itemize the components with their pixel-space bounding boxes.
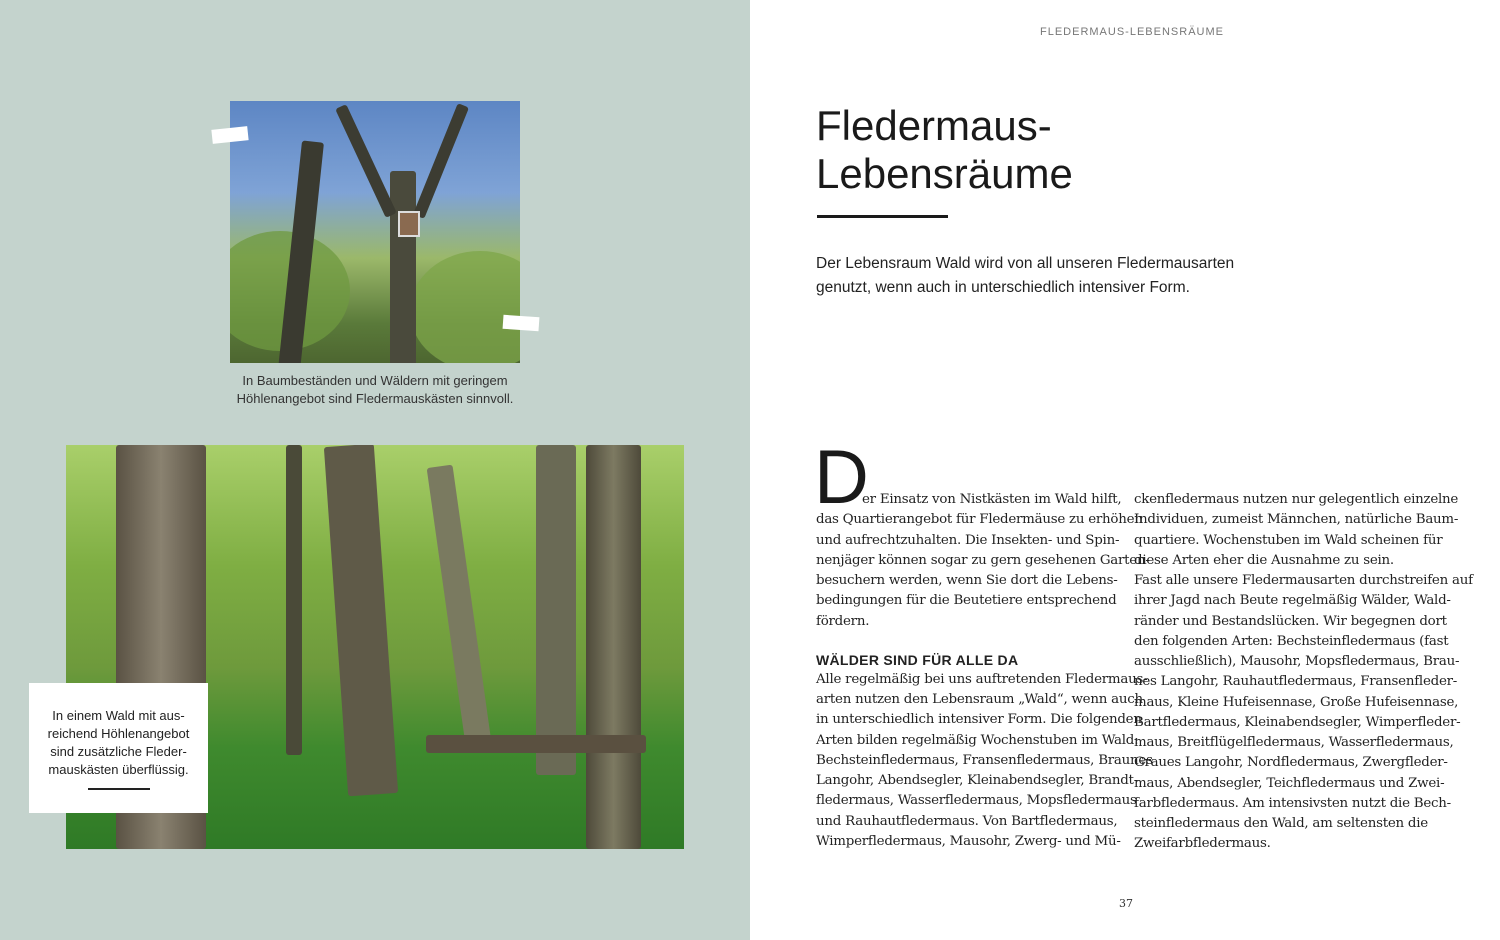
subheading: WÄLDER SIND FÜR ALLE DA	[816, 651, 1019, 668]
text-line: diese Arten eher die Ausnahme zu sein.	[1134, 552, 1394, 568]
caption-line: Höhlenangebot sind Fledermauskästen sinnvoll.	[236, 391, 514, 406]
text-line: quartiere. Wochenstuben im Wald scheinen für	[1134, 532, 1443, 548]
title-line: Fledermaus-	[816, 102, 1052, 149]
text-line: fledermaus, Wasserfledermaus, Mopsfledermaus	[816, 793, 1137, 809]
photo-trees-with-bat-box	[230, 101, 520, 363]
text-line: Arten bilden regelmäßig Wochenstuben im Wald:	[816, 732, 1139, 748]
title-rule	[817, 215, 948, 218]
intro-line: genutzt, wenn auch in unterschiedlich intensiver Form.	[816, 279, 1190, 296]
top-photo-caption	[200, 372, 550, 408]
caption-line: In einem Wald mit aus-	[52, 708, 185, 723]
text-line: ränder und Bestandslücken. Wir begegnen dort	[1134, 613, 1447, 629]
text-line: in unterschiedlich intensiver Form. Die folgenden	[816, 712, 1142, 728]
text-line: Bartfledermaus, Kleinabendsegler, Wimperfleder-	[1134, 714, 1461, 730]
text-line: er Einsatz von Nistkästen im Wald hilft,	[862, 492, 1122, 507]
title-line: Lebensräume	[816, 150, 1073, 197]
text-line: maus, Abendsegler, Teichfledermaus und Zwei-	[1134, 775, 1445, 791]
text-line: farbfledermaus. Am intensivsten nutzt die Bech-	[1134, 795, 1451, 811]
intro-line: Der Lebensraum Wald wird von all unseren Fledermausarten	[816, 255, 1235, 272]
caption-line: mauskästen überflüssig.	[48, 762, 189, 777]
text-line: bedingungen für die Beutetiere entsprechend	[816, 593, 1117, 609]
caption-line: sind zusätzliche Fleder-	[50, 744, 187, 759]
text-line: Wimperfledermaus, Mausohr, Zwerg- und Mü-	[816, 833, 1121, 849]
text-line: Langohr, Abendsegler, Kleinabendsegler, Brandt-	[816, 773, 1138, 788]
text-line: fördern.	[816, 613, 870, 629]
caption-rule	[88, 788, 150, 790]
text-line: arten nutzen den Lebensraum „Wald“, wenn auch	[816, 692, 1143, 707]
text-line: Fast alle unsere Fledermausarten durchstreifen auf	[1134, 573, 1473, 588]
text-line: Alle regelmäßig bei uns auftretenden Fledermaus-	[816, 671, 1148, 687]
text-line: Zweifarbfledermaus.	[1134, 836, 1271, 852]
running-head: FLEDERMAUS-LEBENSRÄUME	[1040, 26, 1224, 38]
text-line: ausschließlich), Mausohr, Mopsfledermaus, Brau-	[1134, 654, 1460, 669]
intro-text	[816, 252, 1234, 300]
text-line: maus, Breitflügelfledermaus, Wasserfledermaus,	[1134, 735, 1454, 750]
text-line: Graues Langohr, Nordfledermaus, Zwergfleder-	[1134, 755, 1448, 771]
page-number: 37	[1119, 897, 1133, 910]
text-line: ihrer Jagd nach Beute regelmäßig Wälder, Wald-	[1134, 593, 1451, 609]
drop-cap: D	[814, 435, 869, 520]
text-line: nenjäger können sogar zu gern gesehenen Garten-	[816, 552, 1150, 568]
bat-box	[398, 211, 420, 237]
text-line: besuchern werden, wenn Sie dort die Lebens-	[816, 573, 1118, 588]
caption-line: In Baumbeständen und Wäldern mit geringem	[242, 373, 508, 388]
text-line: Individuen, zumeist Männchen, natürliche Baum-	[1134, 512, 1459, 528]
caption-line: reichend Höhlenangebot	[47, 726, 190, 741]
text-line: ckenfledermaus nutzen nur gelegentlich einzelne	[1134, 492, 1459, 507]
text-line: und Rauhautfledermaus. Von Bartfledermaus,	[816, 813, 1118, 829]
tape-corner	[503, 315, 540, 331]
column-1	[816, 490, 1153, 852]
text-line: Bechsteinfledermaus, Fransenfledermaus, Braunes	[816, 752, 1153, 768]
text-line: den folgenden Arten: Bechsteinfledermaus (fast	[1134, 633, 1449, 649]
text-line: maus, Kleine Hufeisennase, Große Hufeisennase,	[1134, 694, 1459, 710]
text-line: und aufrechtzuhalten. Die Insekten- und Spin-	[816, 532, 1120, 548]
column-2	[1134, 490, 1473, 855]
page-title	[816, 102, 1073, 198]
text-line: steinfledermaus den Wald, am seltensten die	[1134, 816, 1428, 831]
text-line: das Quartierangebot für Fledermäuse zu erhöhen	[816, 512, 1143, 528]
text-line: nes Langohr, Rauhautfledermaus, Fransenfleder-	[1134, 674, 1458, 690]
bottom-photo-caption-box	[29, 683, 208, 813]
right-page	[750, 0, 1500, 940]
